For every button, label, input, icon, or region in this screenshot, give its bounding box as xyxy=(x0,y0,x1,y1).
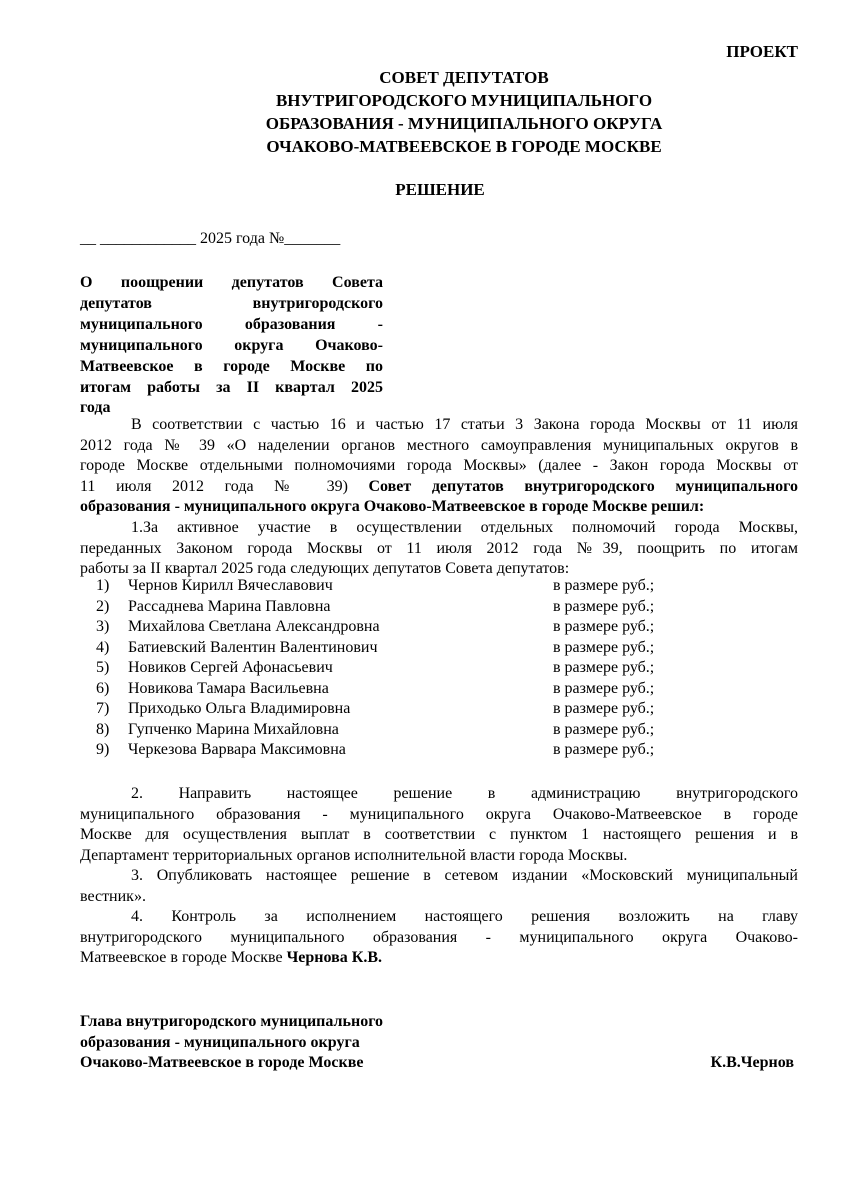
point1-line: переданных Законом города Москвы от 11 июля 2012 года №39, поощрить по итогам xyxy=(80,540,798,557)
subject-line: О поощрении депутатов Совета xyxy=(80,274,383,291)
point4-bold-name: Чернова К.В. xyxy=(286,949,383,966)
subject-line: депутатов внутригородского xyxy=(80,295,383,312)
list-item-name: Новиков Сергей Афонасьевич xyxy=(128,659,333,676)
signatory-name: К.В.Чернов xyxy=(710,1054,794,1071)
subject-line: Матвеевское в городе Москве по xyxy=(80,358,383,375)
list-item xyxy=(0,617,848,638)
list-item-amount: в размере руб.; xyxy=(553,720,655,738)
project-label: ПРОЕКТ xyxy=(726,42,798,61)
point2-line: муниципального образования - муниципального округа Очаково-Матвеевское в городе xyxy=(80,806,798,823)
list-item xyxy=(0,740,848,761)
preamble-line xyxy=(80,477,798,498)
list-item-name: Черкезова Варвара Максимовна xyxy=(128,741,346,758)
org-line: ОБРАЗОВАНИЯ - МУНИЦИПАЛЬНОГО ОКРУГА xyxy=(265,114,663,133)
list-item xyxy=(0,699,848,720)
point3-line: вестник». xyxy=(80,888,146,905)
signature-line: Очаково-Матвеевское в городе Москве xyxy=(80,1054,364,1071)
point3-line: 3. Опубликовать настоящее решение в сетевом издании «Московский муниципальный xyxy=(131,867,798,884)
point4-line: внутригородского муниципального образования - муниципального округа Очаково- xyxy=(80,929,798,946)
list-item-amount: в размере руб.; xyxy=(553,679,655,697)
point4-line: 4. Контроль за исполнением настоящего решения возложить на главу xyxy=(131,908,798,925)
list-item-number: 6) xyxy=(96,679,110,697)
list-item-name: Новикова Тамара Васильевна xyxy=(128,679,329,697)
list-item-name: Гупченко Марина Михайловна xyxy=(128,720,339,738)
preamble-line: 2012 года № 39 «О наделении органов местного самоуправления муниципальных округов в xyxy=(80,437,798,454)
organization-heading xyxy=(0,66,848,158)
preamble-bold-text: Совет депутатов внутригородского муниципального xyxy=(368,478,799,495)
list-item-name: Михайлова Светлана Александровна xyxy=(128,618,380,635)
list-item xyxy=(0,597,848,618)
list-item xyxy=(0,576,848,597)
point4-line xyxy=(80,948,382,969)
list-item-amount: в размере руб.; xyxy=(553,659,655,676)
subject-block xyxy=(80,272,383,398)
document-title: РЕШЕНИЕ xyxy=(395,180,485,199)
list-item-amount: в размере руб.; xyxy=(553,741,655,758)
org-line: ОЧАКОВО-МАТВЕЕВСКОЕ В ГОРОДЕ МОСКВЕ xyxy=(266,137,662,156)
point1-line: работы за II квартал 2025 года следующих депутатов Совета депутатов: xyxy=(80,560,570,577)
list-item-name: Рассаднева Марина Павловна xyxy=(128,597,331,615)
list-item-number: 7) xyxy=(96,700,110,717)
preamble-text: 11 июля 2012 года № 39) xyxy=(80,478,348,495)
list-item-name: Батиевский Валентин Валентинович xyxy=(128,638,378,656)
org-line: ВНУТРИГОРОДСКОГО МУНИЦИПАЛЬНОГО xyxy=(275,91,653,110)
subject-line-last: года xyxy=(80,399,111,416)
date-number-line: __ ____________ 2025 года №_______ xyxy=(80,230,341,247)
subject-line: муниципального округа Очаково- xyxy=(80,337,383,354)
list-item-number: 1) xyxy=(96,577,110,594)
signature-line: образования - муниципального округа xyxy=(80,1033,360,1051)
preamble-line: городе Москве отдельными полномочиями города Москвы» (далее - Закон города Москвы от xyxy=(80,457,798,474)
subject-line: итогам работы за II квартал 2025 xyxy=(80,379,383,396)
list-item-amount: в размере руб.; xyxy=(553,577,655,594)
signature-line: Глава внутригородского муниципального xyxy=(80,1013,384,1030)
point4-text: Матвеевское в городе Москве xyxy=(80,949,283,966)
preamble-line: В соответствии с частью 16 и частью 17 статьи 3 Закона города Москвы от 11 июля xyxy=(131,416,798,433)
list-item-amount: в размере руб.; xyxy=(553,597,655,615)
list-item xyxy=(0,638,848,659)
list-item-name: Приходько Ольга Владимировна xyxy=(128,700,351,717)
point2-line: 2. Направить настоящее решение в администрацию внутригородского xyxy=(131,785,798,802)
subject-line: муниципального образования - xyxy=(80,316,383,333)
point1-line: 1.За активное участие в осуществлении отдельных полномочий города Москвы, xyxy=(131,519,798,536)
list-item-amount: в размере руб.; xyxy=(553,700,655,717)
point2-line: Департамент территориальных органов исполнительной власти города Москвы. xyxy=(80,847,628,864)
list-item-number: 5) xyxy=(96,659,110,676)
list-item xyxy=(0,679,848,700)
list-item-number: 4) xyxy=(96,638,110,656)
signature-block xyxy=(80,1012,383,1074)
list-item-amount: в размере руб.; xyxy=(553,618,655,635)
list-item-number: 9) xyxy=(96,741,110,758)
list-item xyxy=(0,658,848,679)
org-line: СОВЕТ ДЕПУТАТОВ xyxy=(379,68,549,87)
list-item-number: 8) xyxy=(96,720,110,738)
list-item xyxy=(0,720,848,741)
list-item-amount: в размере руб.; xyxy=(553,638,655,656)
list-item-number: 3) xyxy=(96,618,110,635)
list-item-name: Чернов Кирилл Вячеславович xyxy=(128,577,333,594)
point2-line: Москве для осуществления выплат в соответствии с пунктом 1 настоящего решения и в xyxy=(80,826,798,843)
preamble-bold-line: образования - муниципального округа Очаково-Матвеевское в городе Москве решил: xyxy=(80,498,705,515)
list-item-number: 2) xyxy=(96,597,110,615)
